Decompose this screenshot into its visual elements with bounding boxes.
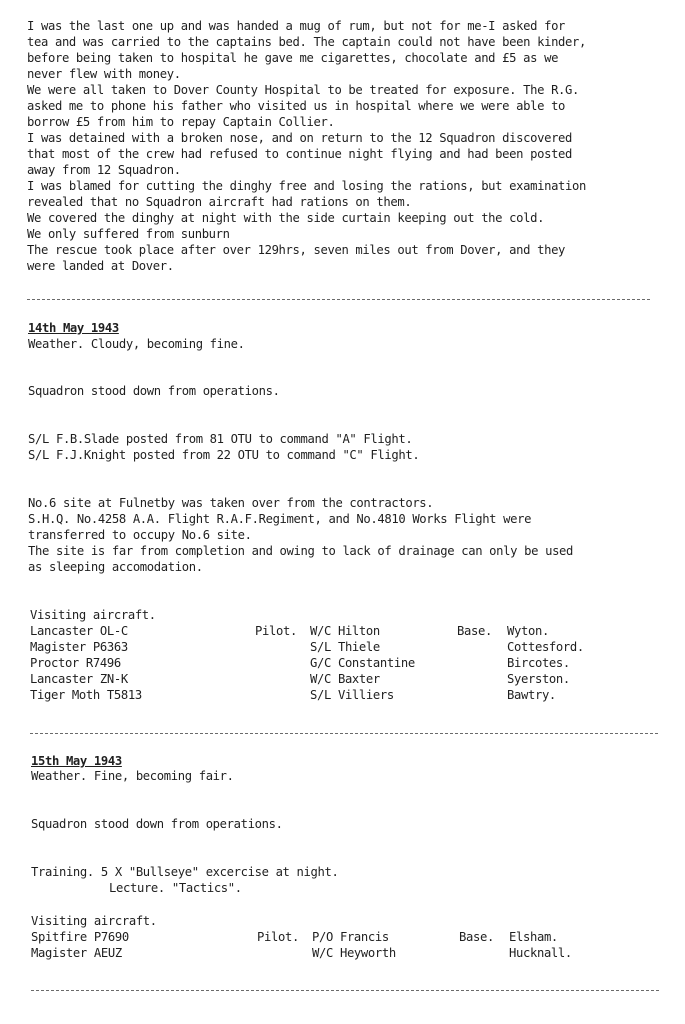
- divider: [30, 733, 658, 734]
- pilot-label: Pilot.: [255, 624, 297, 638]
- base-cell: Bircotes.: [507, 656, 570, 670]
- aircraft-cell: Magister P6363: [30, 640, 128, 654]
- pilot-cell: S/L Thiele: [310, 640, 380, 654]
- base-cell: Syerston.: [507, 672, 570, 686]
- intro-line: I was blamed for cutting the dinghy free and losing the rations, but examination: [27, 179, 587, 193]
- intro-line: We were all taken to Dover County Hospital to be treated for exposure. The R.G.: [27, 83, 580, 97]
- pilot-cell: S/L Villiers: [310, 688, 394, 702]
- operations-text: Squadron stood down from operations.: [31, 817, 283, 831]
- aircraft-cell: Tiger Moth T5813: [30, 688, 142, 702]
- intro-line: We only suffered from sunburn: [27, 227, 230, 241]
- intro-line: The rescue took place after over 129hrs, seven miles out from Dover, and they: [27, 243, 566, 257]
- lecture-text: Lecture. "Tactics".: [109, 881, 242, 895]
- aircraft-cell: Spitfire P7690: [31, 930, 129, 944]
- aircraft-cell: Proctor R7496: [30, 656, 121, 670]
- visiting-heading: Visiting aircraft.: [31, 914, 157, 928]
- entry-date: 15th May 1943: [31, 754, 122, 768]
- pilot-cell: W/C Heyworth: [312, 946, 396, 960]
- intro-line: We covered the dinghy at night with the side curtain keeping out the cold.: [27, 211, 545, 225]
- aircraft-cell: Lancaster ZN-K: [30, 672, 128, 686]
- intro-line: never flew with money.: [27, 67, 181, 81]
- intro-line: borrow £5 from him to repay Captain Collier.: [27, 115, 335, 129]
- base-cell: Cottesford.: [507, 640, 584, 654]
- intro-line: away from 12 Squadron.: [27, 163, 181, 177]
- intro-line: I was detained with a broken nose, and on return to the 12 Squadron discovered: [27, 131, 573, 145]
- posting-line: S/L F.J.Knight posted from 22 OTU to command "C" Flight.: [28, 448, 420, 462]
- entry-date: 14th May 1943: [28, 321, 119, 335]
- site-line: No.6 site at Fulnetby was taken over from the contractors.: [28, 496, 434, 510]
- pilot-cell: W/C Baxter: [310, 672, 380, 686]
- pilot-cell: G/C Constantine: [310, 656, 415, 670]
- intro-line: revealed that no Squadron aircraft had rations on them.: [27, 195, 412, 209]
- site-line: The site is far from completion and owing to lack of drainage can only be used: [28, 544, 574, 558]
- site-line: as sleeping accomodation.: [28, 560, 203, 574]
- intro-line: before being taken to hospital he gave me cigarettes, chocolate and £5 as we: [27, 51, 559, 65]
- weather-text: Weather. Cloudy, becoming fine.: [28, 337, 245, 351]
- pilot-cell: W/C Hilton: [310, 624, 380, 638]
- intro-line: that most of the crew had refused to continue night flying and had been posted: [27, 147, 573, 161]
- base-cell: Hucknall.: [509, 946, 572, 960]
- pilot-label: Pilot.: [257, 930, 299, 944]
- posting-line: S/L F.B.Slade posted from 81 OTU to command "A" Flight.: [28, 432, 413, 446]
- aircraft-cell: Magister AEUZ: [31, 946, 122, 960]
- base-cell: Bawtry.: [507, 688, 556, 702]
- aircraft-cell: Lancaster OL-C: [30, 624, 128, 638]
- pilot-cell: P/O Francis: [312, 930, 389, 944]
- training-text: Training. 5 X "Bullseye" excercise at night.: [31, 865, 339, 879]
- base-label: Base.: [457, 624, 492, 638]
- divider: [27, 299, 650, 300]
- divider: [31, 990, 659, 991]
- base-label: Base.: [459, 930, 494, 944]
- base-cell: Wyton.: [507, 624, 549, 638]
- intro-line: were landed at Dover.: [27, 259, 174, 273]
- weather-text: Weather. Fine, becoming fair.: [31, 769, 234, 783]
- intro-line: asked me to phone his father who visited us in hospital where we were able to: [27, 99, 566, 113]
- site-line: S.H.Q. No.4258 A.A. Flight R.A.F.Regiment, and No.4810 Works Flight were: [28, 512, 532, 526]
- operations-text: Squadron stood down from operations.: [28, 384, 280, 398]
- visiting-heading: Visiting aircraft.: [30, 608, 156, 622]
- site-line: transferred to occupy No.6 site.: [28, 528, 252, 542]
- base-cell: Elsham.: [509, 930, 558, 944]
- intro-line: tea and was carried to the captains bed. The captain could not have been kinder,: [27, 35, 587, 49]
- intro-line: I was the last one up and was handed a mug of rum, but not for me-I asked for: [27, 19, 566, 33]
